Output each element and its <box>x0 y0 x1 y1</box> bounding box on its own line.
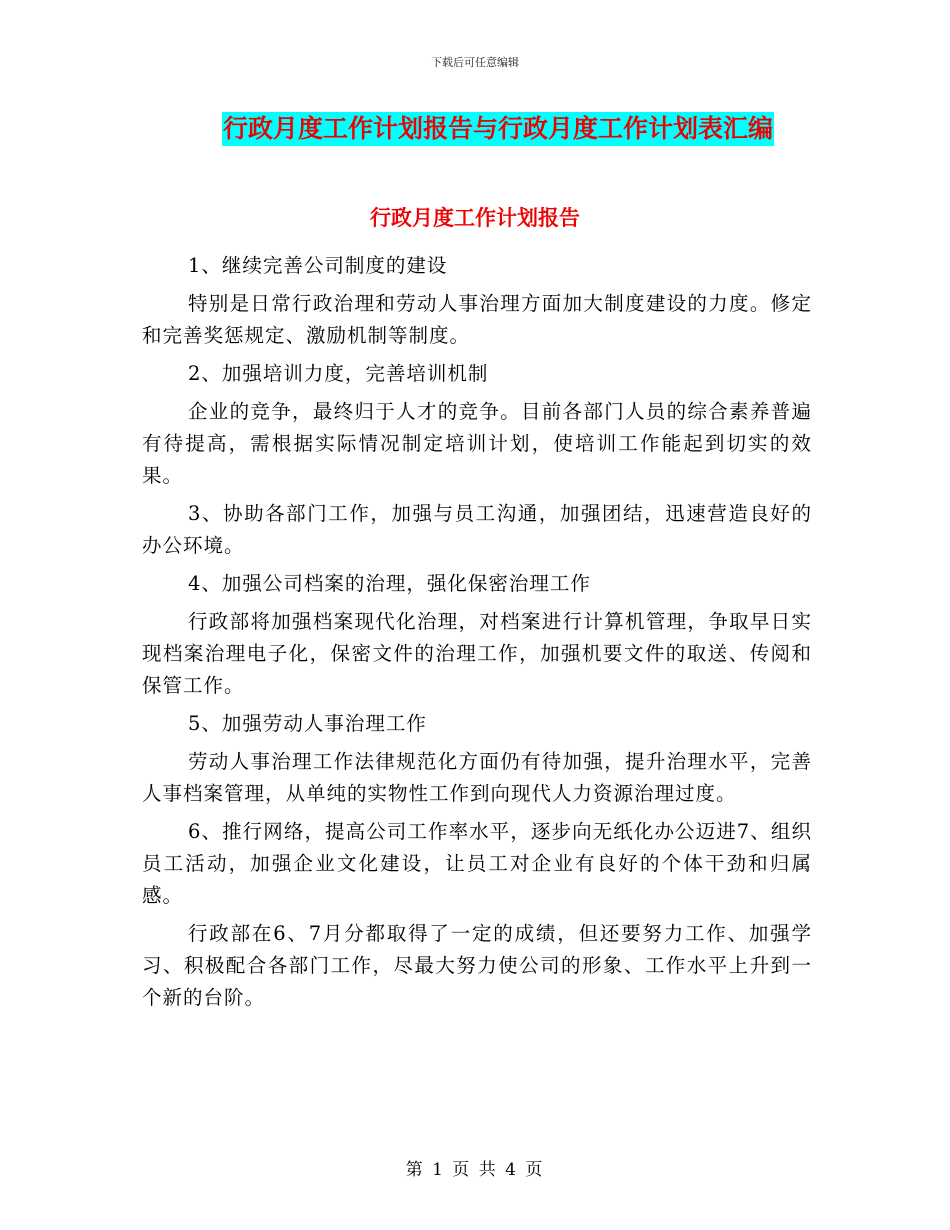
paragraph-item-6-7: 6、推行网络，提高公司工作率水平，逐步向无纸化办公迈进7、组织员工活动，加强企业文化建设，让员工对企业有良好的个体干劲和归属感。 <box>142 820 812 907</box>
paragraph-body-2: 企业的竞争，最终归于人才的竞争。目前各部门人员的综合素养普遍有待提高，需根据实际情况制定培训计划，使培训工作能起到切实的效果。 <box>142 400 812 487</box>
paragraph-item-3: 3、协助各部门工作，加强与员工沟通，加强团结，迅速营造良好的办公环境。 <box>142 502 812 557</box>
paragraph-item-2: 2、加强培训力度，完善培训机制 <box>188 362 489 385</box>
main-title <box>0 112 950 146</box>
main-title-text: 行政月度工作计划报告与行政月度工作计划表汇编 <box>222 112 774 146</box>
paragraph-item-1: 1、继续完善公司制度的建设 <box>188 254 448 277</box>
document-body <box>142 250 812 1020</box>
page-footer: 第 1 页 共 4 页 <box>405 1160 545 1180</box>
paragraph-item-4: 4、加强公司档案的治理，强化保密治理工作 <box>188 572 591 595</box>
paragraph-conclusion: 行政部在6、7月分都取得了一定的成绩，但还要努力工作、加强学习、积极配合各部门工作，尽最大努力使公司的形象、工作水平上升到一个新的台阶。 <box>142 922 812 1009</box>
header-note: 下载后可任意编辑 <box>431 56 519 69</box>
paragraph-body-5: 劳动人事治理工作法律规范化方面仍有待加强，提升治理水平，完善人事档案管理，从单纯的实物性工作到向现代人力资源治理过度。 <box>142 750 812 805</box>
paragraph-item-5: 5、加强劳动人事治理工作 <box>188 712 427 735</box>
paragraph-body-4: 行政部将加强档案现代化治理，对档案进行计算机管理，争取早日实现档案治理电子化，保密文件的治理工作，加强机要文件的取送、传阅和保管工作。 <box>142 610 812 697</box>
paragraph-body-1: 特别是日常行政治理和劳动人事治理方面加大制度建设的力度。修定和完善奖惩规定、激励机制等制度。 <box>142 292 812 347</box>
section-title: 行政月度工作计划报告 <box>370 206 580 230</box>
